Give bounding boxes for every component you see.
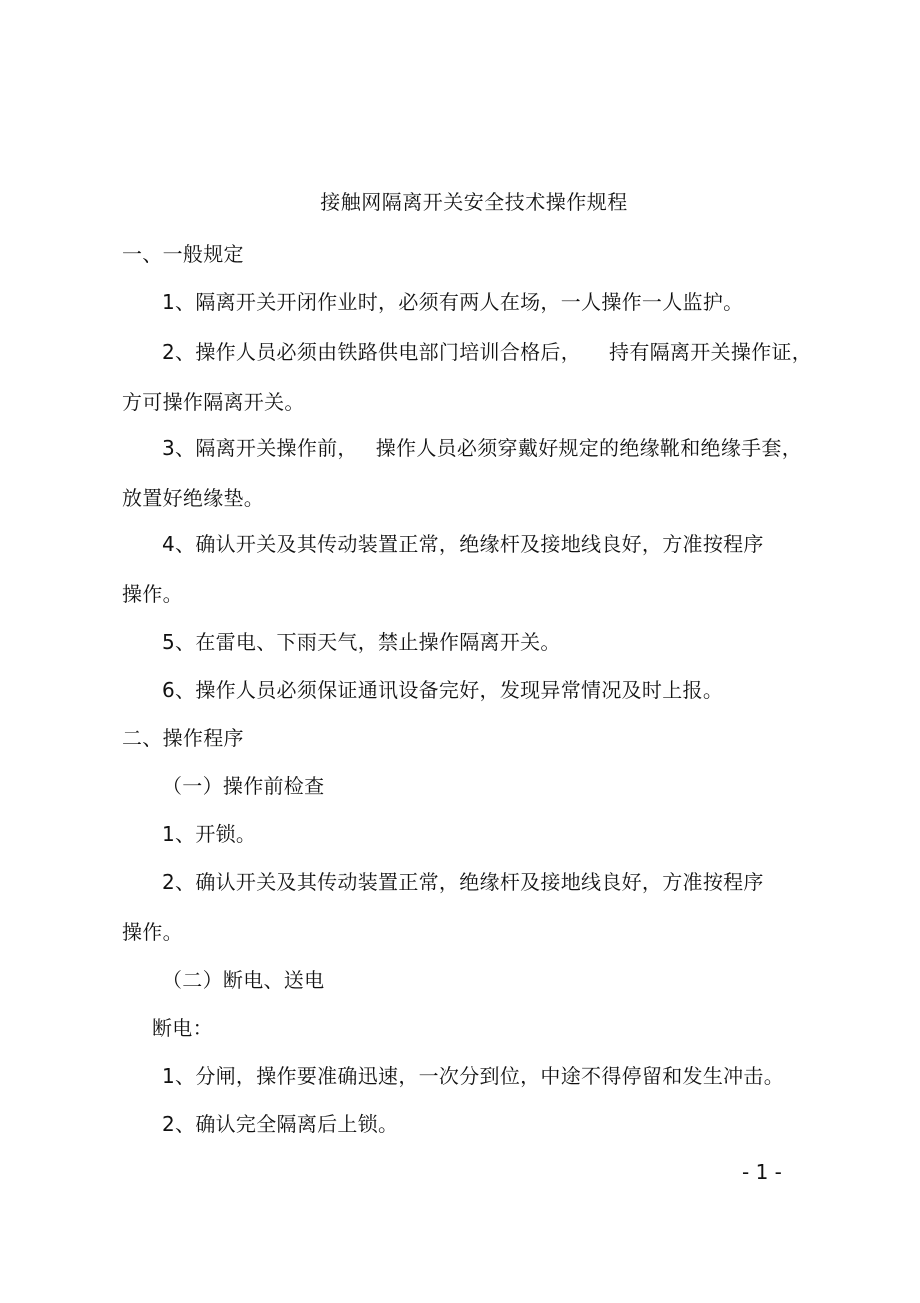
page-number: - 1 - <box>742 1160 782 1184</box>
section-1-item-3-part-2: 操作人员必须穿戴好规定的绝缘靴和绝缘手套， <box>375 436 803 460</box>
subsection-2-item-2: 2、确认完全隔离后上锁。 <box>162 1112 399 1136</box>
subsection-1-item-2-continuation: 操作。 <box>122 920 183 944</box>
section-1-item-2-part-2: 持有隔离开关操作证， <box>609 340 813 364</box>
section-1-item-2-part-1: 2、操作人员必须由铁路供电部门培训合格后， <box>162 340 582 364</box>
section-1-item-2-continuation: 方可操作隔离开关。 <box>122 390 305 414</box>
power-off-label: 断电： <box>152 1016 213 1040</box>
section-1-item-4: 4、确认开关及其传动装置正常，绝缘杆及接地线良好，方准按程序 <box>162 532 764 556</box>
section-1-item-3-part-1: 3、隔离开关操作前， <box>162 436 358 460</box>
subsection-1-item-1: 1、开锁。 <box>162 822 257 846</box>
subsection-1-item-2: 2、确认开关及其传动装置正常，绝缘杆及接地线良好，方准按程序 <box>162 870 764 894</box>
section-1-heading: 一、一般规定 <box>122 242 244 266</box>
section-1-item-3 <box>162 432 802 464</box>
document-title: 接触网隔离开关安全技术操作规程 <box>320 190 628 214</box>
section-1-item-6: 6、操作人员必须保证通讯设备完好，发现异常情况及时上报。 <box>162 678 724 702</box>
section-1-item-3-continuation: 放置好绝缘垫。 <box>122 486 265 510</box>
section-1-item-2 <box>162 336 812 368</box>
section-1-item-5: 5、在雷电、下雨天气，禁止操作隔离开关。 <box>162 630 561 654</box>
section-2-heading: 二、操作程序 <box>122 726 244 750</box>
subsection-2-item-1: 1、分闸，操作要准确迅速，一次分到位，中途不得停留和发生冲击。 <box>162 1064 785 1088</box>
subsection-2-heading: （二）断电、送电 <box>162 968 325 992</box>
section-1-item-1: 1、隔离开关开闭作业时，必须有两人在场，一人操作一人监护。 <box>162 290 744 314</box>
section-1-item-4-continuation: 操作。 <box>122 582 183 606</box>
subsection-1-heading: （一）操作前检查 <box>162 774 325 798</box>
